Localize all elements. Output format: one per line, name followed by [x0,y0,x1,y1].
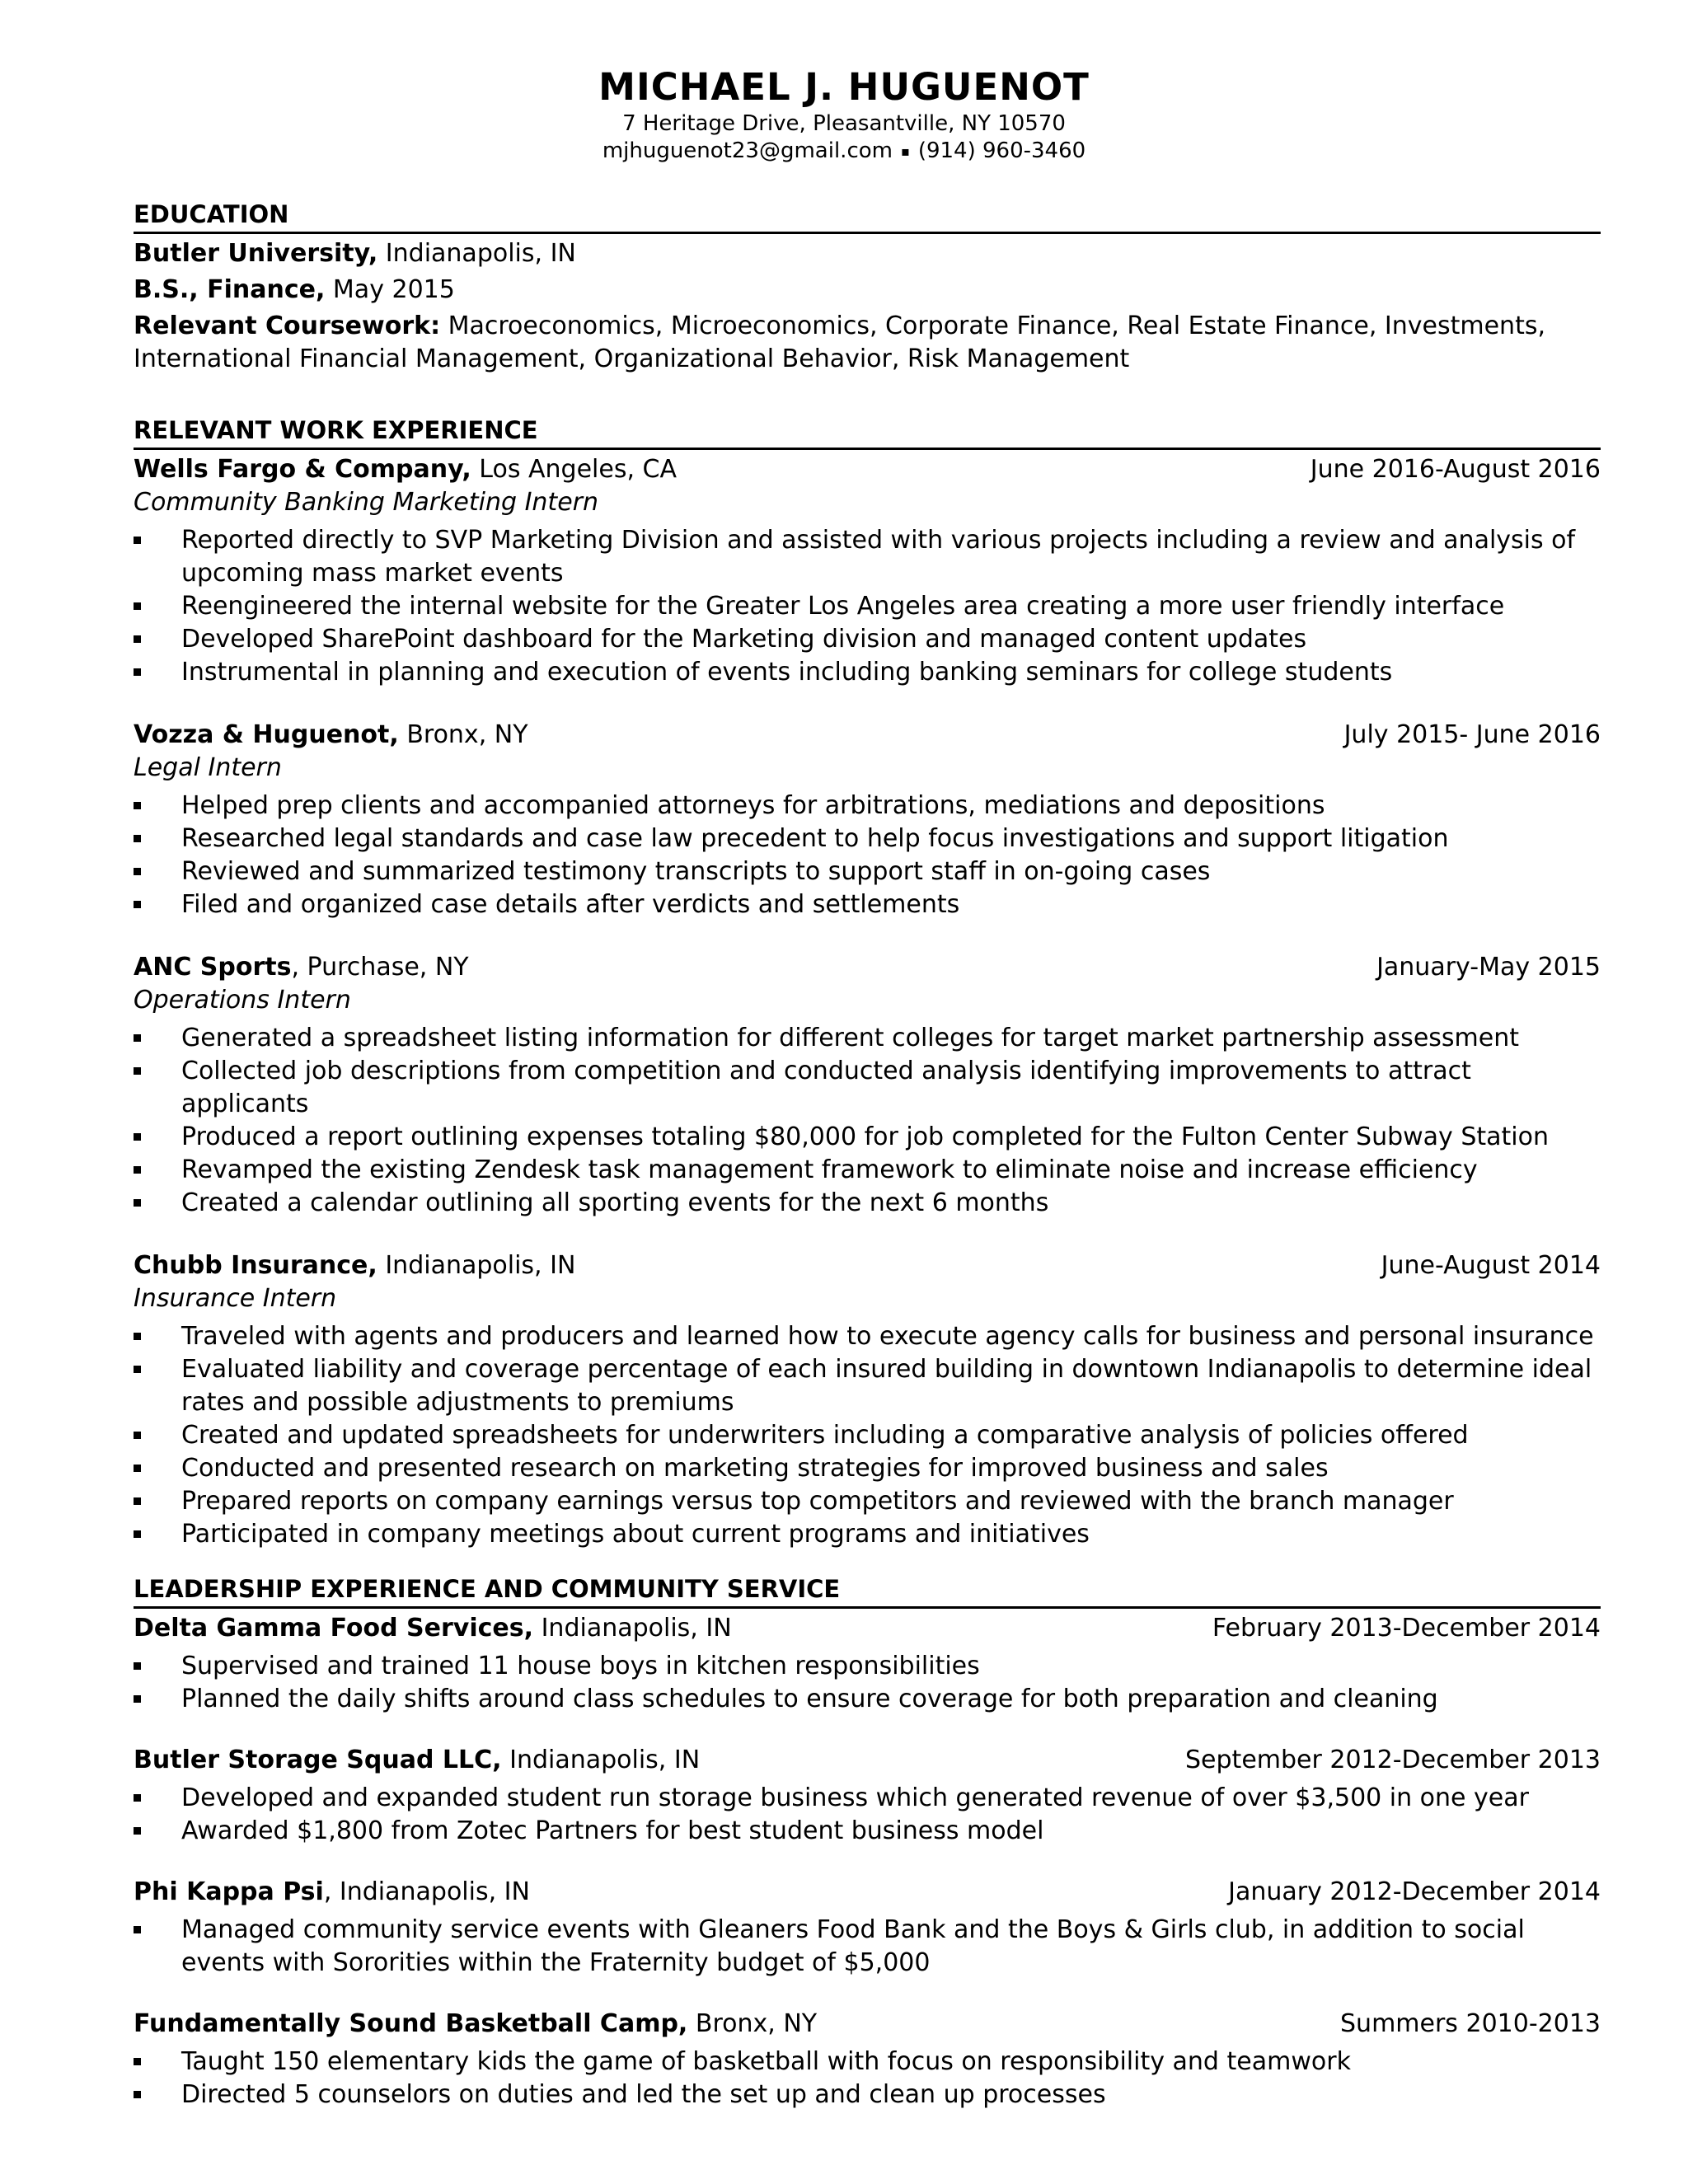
bullet-square-icon [134,1926,141,1933]
organization-name: Fundamentally Sound Basketball Camp, [134,2009,688,2038]
bullet-text: Conducted and presented research on marketing strategies for improved business and sales [181,1454,1329,1483]
organization-name: Vozza & Huguenot, [134,720,399,749]
experience-entry [134,2008,1601,2111]
organization-name: ANC Sports [134,953,292,982]
bullet-text: Evaluated liability and coverage percentage of each insured building in downtown Indianapolis to determine ideal rates and possible adjustments to premiums [181,1355,1592,1417]
bullet-square-icon [134,1497,141,1505]
entry-header [134,1612,1601,1645]
bullet-text: Produced a report outlining expenses totaling $80,000 for job completed for the Fulton Center Subway Station [181,1122,1549,1151]
bullet-item [134,524,1601,590]
bullet-text: Collected job descriptions from competition and conducted analysis identifying improvements to attract applicants [181,1057,1471,1118]
section-heading-education: EDUCATION [134,198,1601,234]
bullet-list [134,1650,1601,1716]
bullet-square-icon [134,1530,141,1538]
bullet-square-icon [134,1133,141,1141]
address-line: 7 Heritage Drive, Pleasantville, NY 10570 [622,111,1066,136]
entry-header [134,1249,1601,1282]
bullet-item [134,1518,1601,1551]
bullet-item [134,1154,1601,1187]
bullet-text: Supervised and trained 11 house boys in kitchen responsibilities [181,1652,980,1680]
organization-location: Indianapolis, IN [541,1614,732,1643]
degree-line [134,274,1601,307]
position-title: Community Banking Marketing Intern [134,488,598,517]
section-heading-leadership: LEADERSHIP EXPERIENCE AND COMMUNITY SERVICE [134,1572,1601,1609]
bullet-text: Planned the daily shifts around class schedules to ensure coverage for both preparation and cleaning [181,1685,1438,1713]
separator-icon: ▪ [900,143,910,159]
bullet-list [134,1022,1601,1220]
work-section [134,414,1601,1551]
bullet-item [134,1914,1601,1980]
bullet-square-icon [134,1333,141,1340]
entry-dates: January 2012-December 2014 [1228,1877,1601,1906]
bullet-item [134,790,1601,823]
bullet-text: Developed and expanded student run storage business which generated revenue of over $3,500 in one year [181,1783,1529,1812]
coursework-label: Relevant Coursework: [134,312,441,340]
coursework-line [134,310,1601,343]
organization-name: Chubb Insurance, [134,1251,377,1280]
contact-line [0,138,1688,165]
bullet-item [134,823,1601,855]
experience-entry [134,1744,1601,1848]
leadership-section [134,1572,1601,2111]
bullet-item [134,1187,1601,1220]
bullet-text: Awarded $1,800 from Zotec Partners for best student business model [181,1816,1044,1845]
bullet-item [134,1419,1601,1452]
bullet-square-icon [134,2091,141,2098]
bullet-square-icon [134,1366,141,1373]
bullet-text: Developed SharePoint dashboard for the Marketing division and managed content updates [181,625,1307,654]
bullet-square-icon [134,1166,141,1174]
organization-location: Bronx, NY [406,720,528,749]
entry-dates: Summers 2010-2013 [1340,2009,1601,2038]
bullet-square-icon [134,2058,141,2065]
organization-name: Butler Storage Squad LLC, [134,1746,502,1774]
bullet-square-icon [134,668,141,676]
bullet-text: Prepared reports on company earnings versus top competitors and reviewed with the branch manager [181,1487,1454,1516]
bullet-item [134,1650,1601,1683]
candidate-name: MICHAEL J. HUGUENOT [598,65,1090,109]
bullet-text: Revamped the existing Zendesk task management framework to eliminate noise and increase efficiency [181,1155,1478,1184]
bullet-text: Managed community service events with Gleaners Food Bank and the Boys & Girls club, in addition to social events with Sororities within the Fraternity budget of $5,000 [181,1915,1525,1977]
experience-entry [134,1876,1601,1980]
degree-name: B.S., Finance, [134,275,326,304]
job-list [134,453,1601,1551]
degree-date: May 2015 [332,275,455,304]
bullet-text: Filed and organized case details after verdicts and settlements [181,890,960,919]
resume-body [134,198,1601,2111]
school-name: Butler University, [134,239,378,268]
entry-header [134,453,1601,486]
bullet-item [134,888,1601,921]
entry-header [134,951,1601,984]
organization-location: Indianapolis, IN [509,1746,701,1774]
bullet-text: Traveled with agents and producers and learned how to execute agency calls for business and personal insurance [181,1322,1594,1351]
experience-entry [134,1612,1601,1716]
bullet-item [134,1683,1601,1716]
experience-entry [134,453,1601,689]
organization-name: Wells Fargo & Company, [134,455,471,484]
organization-name: Delta Gamma Food Services, [134,1614,534,1643]
bullet-list [134,524,1601,689]
bullet-item [134,1320,1601,1353]
bullet-square-icon [134,635,141,643]
bullet-text: Reported directly to SVP Marketing Division and assisted with various projects including a review and analysis of upcoming mass market events [181,526,1576,588]
bullet-list [134,1914,1601,1980]
organization-location: , Indianapolis, IN [323,1877,530,1906]
bullet-item [134,2079,1601,2111]
experience-entry [134,951,1601,1220]
position-title: Operations Intern [134,986,351,1015]
school-location: Indianapolis, IN [385,239,576,268]
organization-location: , Purchase, NY [291,953,469,982]
resume-header [0,64,1688,165]
bullet-square-icon [134,1199,141,1207]
entry-header [134,1876,1601,1909]
bullet-item [134,2046,1601,2079]
entry-dates: February 2013-December 2014 [1212,1614,1601,1643]
bullet-item [134,1452,1601,1485]
organization-name: Phi Kappa Psi [134,1877,324,1906]
bullet-item [134,1353,1601,1419]
bullet-item [134,1782,1601,1815]
entry-dates: June 2016-August 2016 [1310,455,1601,484]
bullet-item [134,623,1601,656]
organization-location: Los Angeles, CA [479,455,677,484]
bullet-text: Directed 5 counselors on duties and led the set up and clean up processes [181,2080,1106,2109]
organization-location: Bronx, NY [695,2009,818,2038]
bullet-item [134,656,1601,689]
entry-dates: January-May 2015 [1376,953,1601,982]
bullet-square-icon [134,1034,141,1042]
bullet-text: Created a calendar outlining all sporting events for the next 6 months [181,1188,1049,1217]
position-title: Insurance Intern [134,1284,337,1313]
experience-entry [134,1249,1601,1551]
bullet-text: Created and updated spreadsheets for underwriters including a comparative analysis of policies offered [181,1421,1469,1450]
bullet-item [134,1485,1601,1518]
bullet-item [134,1121,1601,1154]
coursework-line-2: International Financial Management, Organizational Behavior, Risk Management [134,344,1130,373]
bullet-square-icon [134,1432,141,1439]
bullet-list [134,790,1601,921]
entry-dates: June-August 2014 [1381,1251,1601,1280]
school-line [134,237,1601,270]
bullet-item [134,1055,1601,1121]
entry-dates: July 2015- June 2016 [1343,720,1601,749]
bullet-text: Reengineered the internal website for the Greater Los Angeles area creating a more user friendly interface [181,592,1505,621]
email-text: mjhuguenot23@gmail.com [602,138,893,163]
bullet-list [134,1782,1601,1848]
bullet-text: Helped prep clients and accompanied attorneys for arbitrations, mediations and depositions [181,791,1325,820]
organization-location: Indianapolis, IN [385,1251,576,1280]
coursework-list: Macroeconomics, Microeconomics, Corporate Finance, Real Estate Finance, Investments, [448,312,1545,340]
entry-header [134,719,1601,752]
bullet-item [134,1022,1601,1055]
bullet-list [134,1320,1601,1551]
bullet-item [134,590,1601,623]
bullet-text: Participated in company meetings about current programs and initiatives [181,1520,1090,1549]
bullet-item [134,1815,1601,1848]
bullet-text: Researched legal standards and case law precedent to help focus investigations and support litigation [181,824,1449,853]
bullet-square-icon [134,1662,141,1670]
bullet-square-icon [134,868,141,875]
entry-dates: September 2012-December 2013 [1185,1746,1601,1774]
bullet-square-icon [134,537,141,544]
bullet-square-icon [134,1827,141,1835]
bullet-square-icon [134,1794,141,1802]
entry-header [134,2008,1601,2041]
bullet-item [134,855,1601,888]
entry-header [134,1744,1601,1777]
bullet-square-icon [134,835,141,842]
bullet-text: Instrumental in planning and execution of events including banking seminars for college students [181,658,1393,687]
bullet-text: Generated a spreadsheet listing information for different colleges for target market partnership assessment [181,1024,1519,1052]
role-list [134,1612,1601,2111]
bullet-square-icon [134,1067,141,1075]
position-title: Legal Intern [134,753,282,782]
experience-entry [134,719,1601,921]
bullet-square-icon [134,901,141,908]
bullet-text: Reviewed and summarized testimony transcripts to support staff in on-going cases [181,857,1211,886]
phone-text: (914) 960-3460 [917,138,1086,163]
bullet-square-icon [134,802,141,809]
bullet-square-icon [134,602,141,610]
bullet-list [134,2046,1601,2111]
bullet-square-icon [134,1465,141,1472]
bullet-text: Taught 150 elementary kids the game of basketball with focus on responsibility and teamwork [181,2047,1351,2076]
section-heading-work: RELEVANT WORK EXPERIENCE [134,414,1601,450]
education-section [134,198,1601,376]
bullet-square-icon [134,1695,141,1703]
